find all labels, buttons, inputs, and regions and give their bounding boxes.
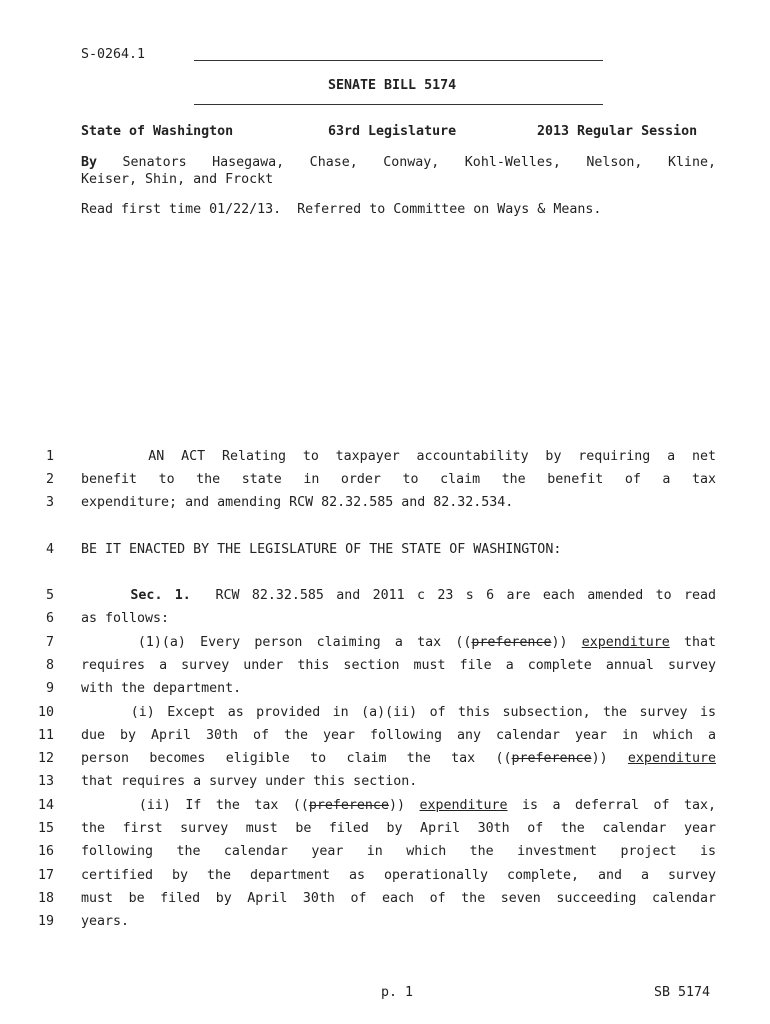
- sponsors-line-2: Keiser, Shin, and Frockt: [81, 172, 274, 187]
- body-line: AN ACT Relating to taxpayer accountability by requiring a net: [81, 449, 716, 464]
- line-number: 9: [45, 681, 54, 696]
- body-line: (i) Except as provided in (a)(ii) of this subsection, the survey is: [81, 705, 716, 720]
- text-segment: is a deferral of tax,: [507, 798, 716, 813]
- line-number: 3: [45, 495, 54, 510]
- read-first-note: Read first time 01/22/13. Referred to Committee on Ways & Means.: [81, 202, 602, 217]
- sponsors-text: Senators Hasegawa, Chase, Conway, Kohl-Welles, Nelson, Kline,: [122, 155, 716, 170]
- inserted-text: expenditure: [419, 798, 508, 813]
- line-number: 16: [37, 844, 54, 859]
- inserted-text: expenditure: [627, 751, 716, 766]
- line-number: 18: [37, 891, 54, 906]
- line-number: 6: [45, 611, 54, 626]
- line-number: 15: [37, 821, 54, 836]
- bill-title: SENATE BILL 5174: [328, 78, 457, 93]
- text-segment: (1)(a) Every person claiming a tax ((: [81, 635, 472, 650]
- page-number: p. 1: [381, 985, 414, 1000]
- line-number: 7: [45, 635, 54, 650]
- line-number: 8: [45, 658, 54, 673]
- section-text: RCW 82.32.585 and 2011 c 23 s 6 are each amended to read: [190, 588, 716, 603]
- text-segment: )): [591, 751, 628, 766]
- text-segment: )): [551, 635, 582, 650]
- line-number: 19: [37, 914, 54, 929]
- line-number: 1: [45, 449, 54, 464]
- body-line: following the calendar year in which the investment project is: [81, 844, 716, 859]
- struck-text: preference: [511, 751, 592, 766]
- body-line: the first survey must be filed by April 30th of the calendar year: [81, 821, 716, 836]
- line-number: 5: [45, 588, 54, 603]
- body-line: as follows:: [81, 611, 170, 626]
- state-label: State of Washington: [81, 124, 234, 139]
- line-number: 2: [45, 472, 54, 487]
- line-number: 11: [37, 728, 54, 743]
- body-line: benefit to the state in order to claim the benefit of a tax: [81, 472, 716, 487]
- body-line: requires a survey under this section must file a complete annual survey: [81, 658, 716, 673]
- sponsors-line-1: [81, 154, 716, 171]
- legislature-label: 63rd Legislature: [328, 124, 457, 139]
- text-segment: that: [669, 635, 716, 650]
- inserted-text: expenditure: [581, 635, 670, 650]
- body-line: due by April 30th of the year following any calendar year in which a: [81, 728, 716, 743]
- body-line: [81, 634, 716, 651]
- header-rule-top: [194, 60, 603, 61]
- body-line: years.: [81, 914, 130, 929]
- body-line: that requires a survey under this section.: [81, 774, 418, 789]
- footer-bill-ref: SB 5174: [654, 985, 711, 1000]
- line-number: 4: [45, 542, 54, 557]
- text-segment: person becomes eligible to claim the tax ((: [81, 751, 512, 766]
- body-line: expenditure; and amending RCW 82.32.585 and 82.32.534.: [81, 495, 514, 510]
- by-label: By: [81, 155, 98, 170]
- text-segment: (ii) If the tax ((: [81, 798, 309, 813]
- bill-code: S-0264.1: [81, 47, 146, 62]
- body-line: with the department.: [81, 681, 242, 696]
- line-number: 10: [37, 705, 54, 720]
- text-segment: )): [388, 798, 420, 813]
- line-number: 13: [37, 774, 54, 789]
- body-line: BE IT ENACTED BY THE LEGISLATURE OF THE STATE OF WASHINGTON:: [81, 542, 562, 557]
- struck-text: preference: [308, 798, 389, 813]
- header-rule-bottom: [194, 104, 603, 105]
- body-line: [81, 797, 716, 814]
- line-number: 12: [37, 751, 54, 766]
- line-number: 14: [37, 798, 54, 813]
- session-label: 2013 Regular Session: [537, 124, 698, 139]
- body-line: must be filed by April 30th of each of the seven succeeding calendar: [81, 891, 716, 906]
- line-number: 17: [37, 868, 54, 883]
- body-line: [81, 750, 716, 767]
- struck-text: preference: [471, 635, 552, 650]
- section-heading: Sec. 1.: [130, 588, 191, 603]
- body-line: certified by the department as operationally complete, and a survey: [81, 868, 716, 883]
- body-line: [81, 587, 716, 604]
